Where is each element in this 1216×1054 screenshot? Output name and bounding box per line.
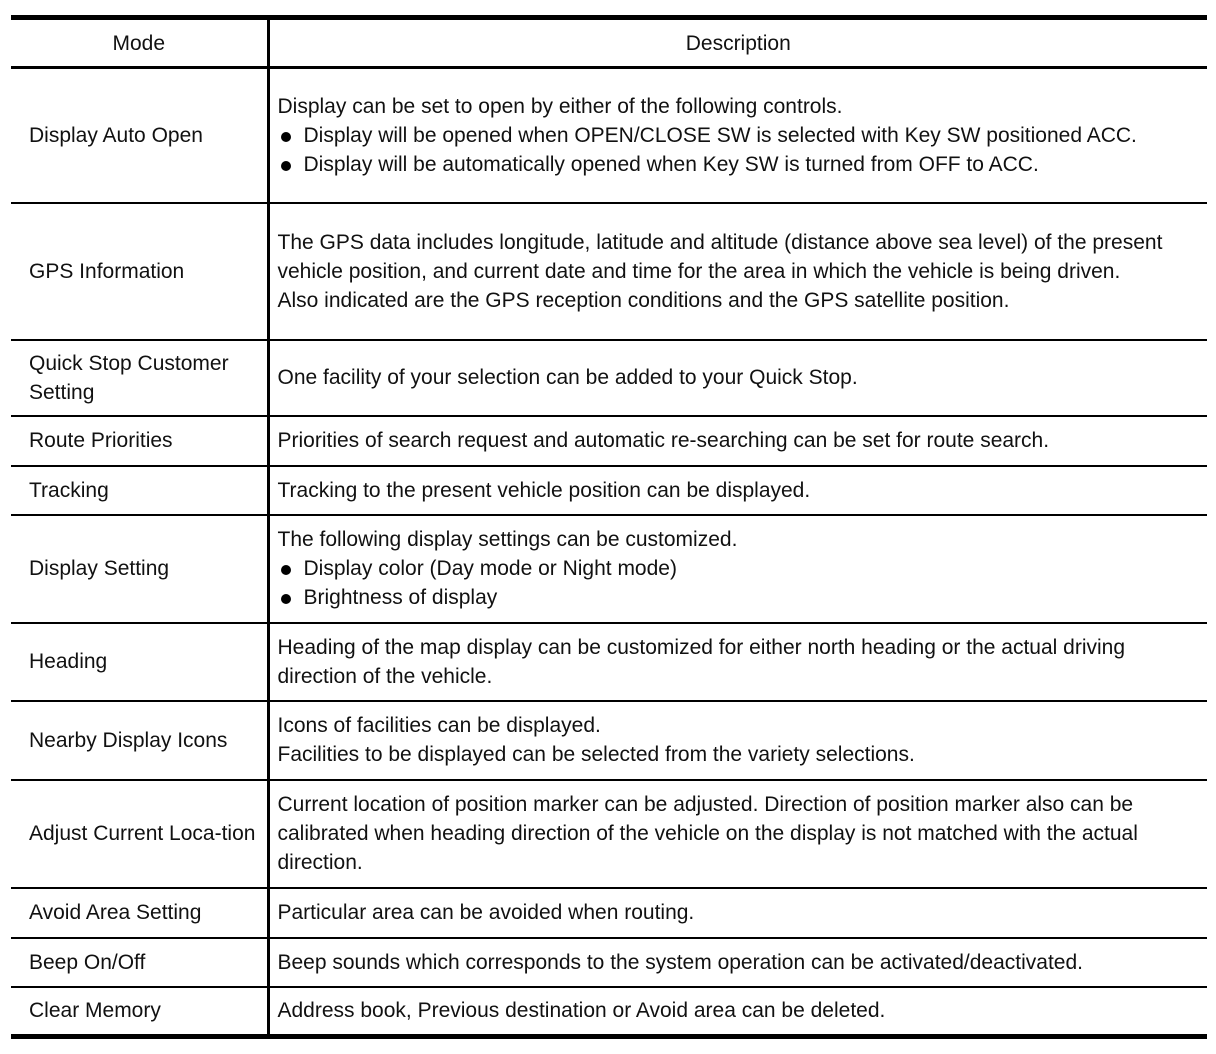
description-cell xyxy=(268,938,1207,987)
bullet-list xyxy=(278,121,1200,179)
description-cell xyxy=(268,515,1207,623)
description-text: Tracking to the present vehicle position can be displayed. xyxy=(277,478,811,502)
header-description: Description xyxy=(268,18,1207,68)
table-row xyxy=(11,701,1207,780)
table-row xyxy=(11,416,1207,466)
description-text: One facility of your selection can be added to your Quick Stop. xyxy=(277,366,858,389)
description-cell xyxy=(268,68,1207,203)
table-row xyxy=(11,623,1207,701)
bullet-item: Display will be automatically opened when Key SW is turned from OFF to ACC. xyxy=(278,150,1200,179)
table-row xyxy=(11,68,1207,203)
table-row xyxy=(11,987,1207,1037)
mode-cell: Heading xyxy=(29,650,108,673)
description-cell xyxy=(268,888,1207,938)
mode-cell: Tracking xyxy=(29,478,109,502)
mode-cell: Quick Stop Customer Setting xyxy=(29,351,229,404)
table-row xyxy=(11,340,1207,416)
header-row xyxy=(11,18,1207,68)
table-row xyxy=(11,515,1207,623)
mode-cell: Clear Memory xyxy=(29,999,161,1023)
table-row xyxy=(11,466,1207,515)
description-text: Particular area can be avoided when routing. xyxy=(277,901,695,924)
mode-cell: Adjust Current Loca-tion xyxy=(29,822,256,845)
description-text: Address book, Previous destination or Avoid area can be deleted. xyxy=(277,999,886,1023)
description-cell xyxy=(268,203,1207,340)
mode-cell: Avoid Area Setting xyxy=(29,901,202,924)
mode-cell: Nearby Display Icons xyxy=(29,728,228,752)
mode-cell: Display Auto Open xyxy=(29,123,203,147)
table-row xyxy=(11,203,1207,340)
mode-cell: Route Priorities xyxy=(29,429,173,452)
description-text: Facilities to be displayed can be selected from the variety selections. xyxy=(277,743,915,766)
description-cell xyxy=(268,416,1207,466)
description-text: Also indicated are the GPS reception conditions and the GPS satellite position. xyxy=(277,288,1010,312)
description-text: Beep sounds which corresponds to the system operation can be activated/deactivated. xyxy=(277,950,1083,974)
description-cell xyxy=(268,987,1207,1037)
bullet-list xyxy=(278,554,1200,612)
header-mode: Mode xyxy=(112,31,166,55)
table-row xyxy=(11,938,1207,987)
description-text: Current location of position marker can be adjusted. Direction of position marker also can be calibrated when heading direction of the vehicle on the display is not matched with the actual direction. xyxy=(277,793,1138,874)
table-row xyxy=(11,780,1207,888)
description-text: Display can be set to open by either of the following controls. xyxy=(277,94,843,118)
description-text: Icons of facilities can be displayed. xyxy=(277,714,601,737)
bullet-item: Display will be opened when OPEN/CLOSE SW is selected with Key SW positioned ACC. xyxy=(278,121,1200,150)
description-cell xyxy=(268,340,1207,416)
description-text: Priorities of search request and automatic re-searching can be set for route search. xyxy=(277,429,1050,452)
bullet-item: Brightness of display xyxy=(278,583,1200,612)
description-text: The GPS data includes longitude, latitude and altitude (distance above sea level) of the present vehicle position, and current date and time for the area in which the vehicle is being driven. xyxy=(277,230,1163,283)
bullet-item: Display color (Day mode or Night mode) xyxy=(278,554,1200,583)
description-text: The following display settings can be customized. xyxy=(277,528,738,551)
description-text: Heading of the map display can be customized for either north heading or the actual driving direction of the vehicle. xyxy=(277,635,1126,688)
table-row xyxy=(11,888,1207,938)
table-body xyxy=(11,68,1207,1037)
mode-cell: Beep On/Off xyxy=(29,950,146,974)
description-cell xyxy=(268,623,1207,701)
mode-cell: Display Setting xyxy=(29,557,170,580)
description-cell xyxy=(268,701,1207,780)
mode-cell: GPS Information xyxy=(29,259,185,283)
mode-description-table xyxy=(11,15,1207,1039)
description-cell xyxy=(268,466,1207,515)
description-cell xyxy=(268,780,1207,888)
